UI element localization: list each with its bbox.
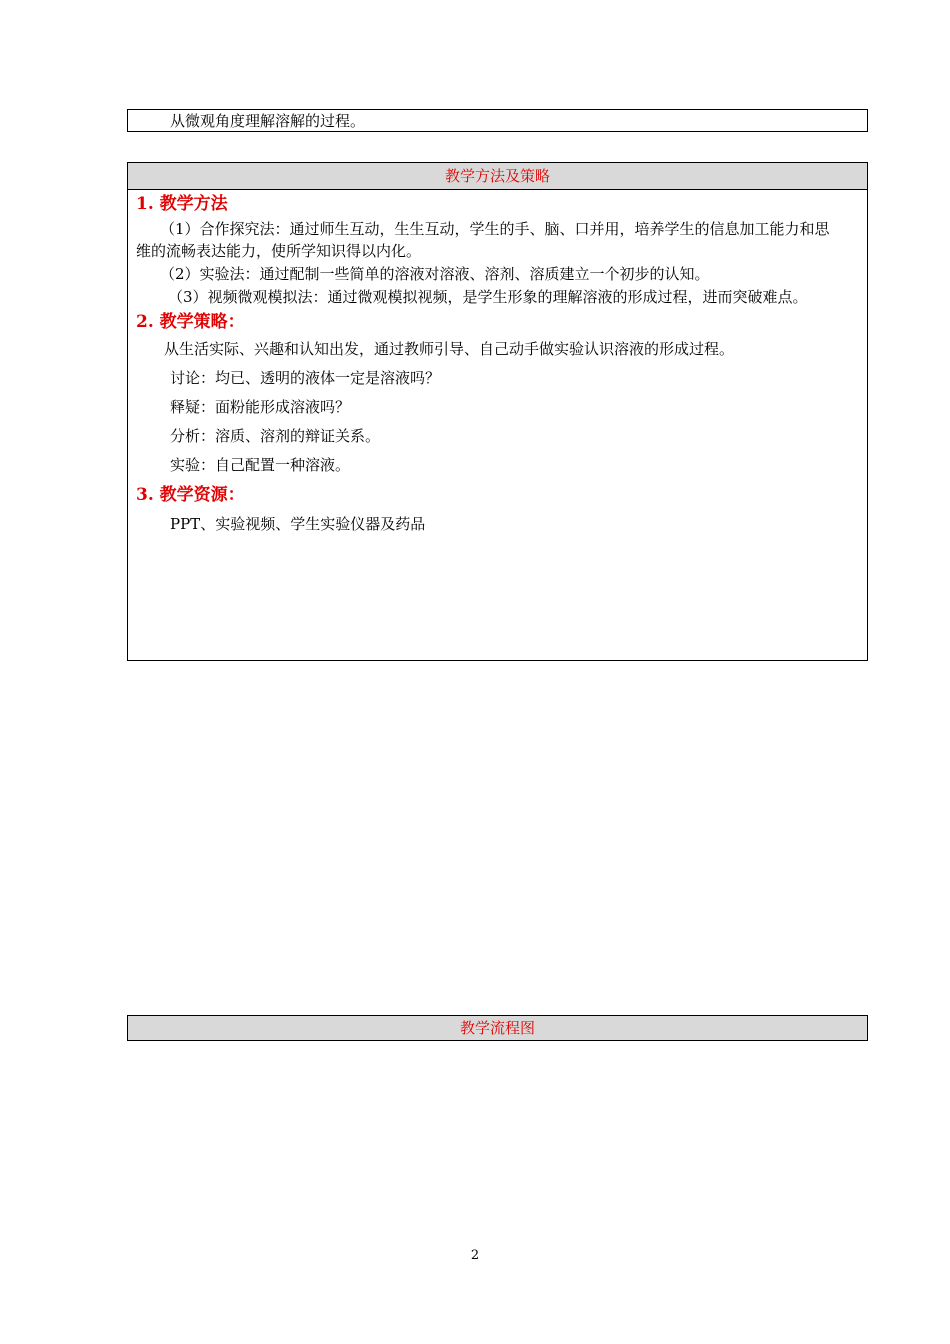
method-item-2: （2）实验法：通过配制一些简单的溶液对溶液、溶剂、溶质建立一个初步的认知。 bbox=[160, 265, 710, 283]
strategy-intro: 从生活实际、兴趣和认知出发，通过教师引导、自己动手做实验认识溶液的形成过程。 bbox=[164, 340, 735, 358]
page-number: 2 bbox=[470, 1248, 480, 1263]
strategy-experiment: 实验：自己配置一种溶液。 bbox=[170, 456, 351, 474]
flowchart-table bbox=[127, 1015, 868, 1041]
flowchart-header: 教学流程图 bbox=[128, 1016, 867, 1040]
section-title-resources: 3. 教学资源： bbox=[136, 485, 245, 505]
method-item-1-line-2: 维的流畅表达能力，使所学知识得以内化。 bbox=[136, 242, 422, 260]
strategy-analyze: 分析：溶质、溶剂的辩证关系。 bbox=[170, 427, 381, 445]
section-title-strategy: 2. 教学策略： bbox=[136, 312, 245, 332]
method-item-1-line-1: （1）合作探究法：通过师生互动，生生互动，学生的手、脑、口并用，培养学生的信息加工能力和思 bbox=[160, 220, 830, 238]
strategy-doubt: 释疑：面粉能形成溶液吗？ bbox=[170, 398, 351, 416]
strategy-discuss: 讨论：均已、透明的液体一定是溶液吗？ bbox=[170, 369, 441, 387]
resources-text: PPT、实验视频、学生实验仪器及药品 bbox=[170, 515, 426, 533]
methods-header: 教学方法及策略 bbox=[128, 163, 867, 190]
section-title-methods: 1. 教学方法 bbox=[136, 194, 228, 214]
objective-row bbox=[127, 109, 868, 132]
methods-table bbox=[127, 162, 868, 661]
method-item-3: （3）视频微观模拟法：通过微观模拟视频，是学生形象的理解溶液的形成过程，进而突破难点。 bbox=[168, 288, 808, 306]
objective-text: 从微观角度理解溶解的过程。 bbox=[170, 112, 366, 130]
